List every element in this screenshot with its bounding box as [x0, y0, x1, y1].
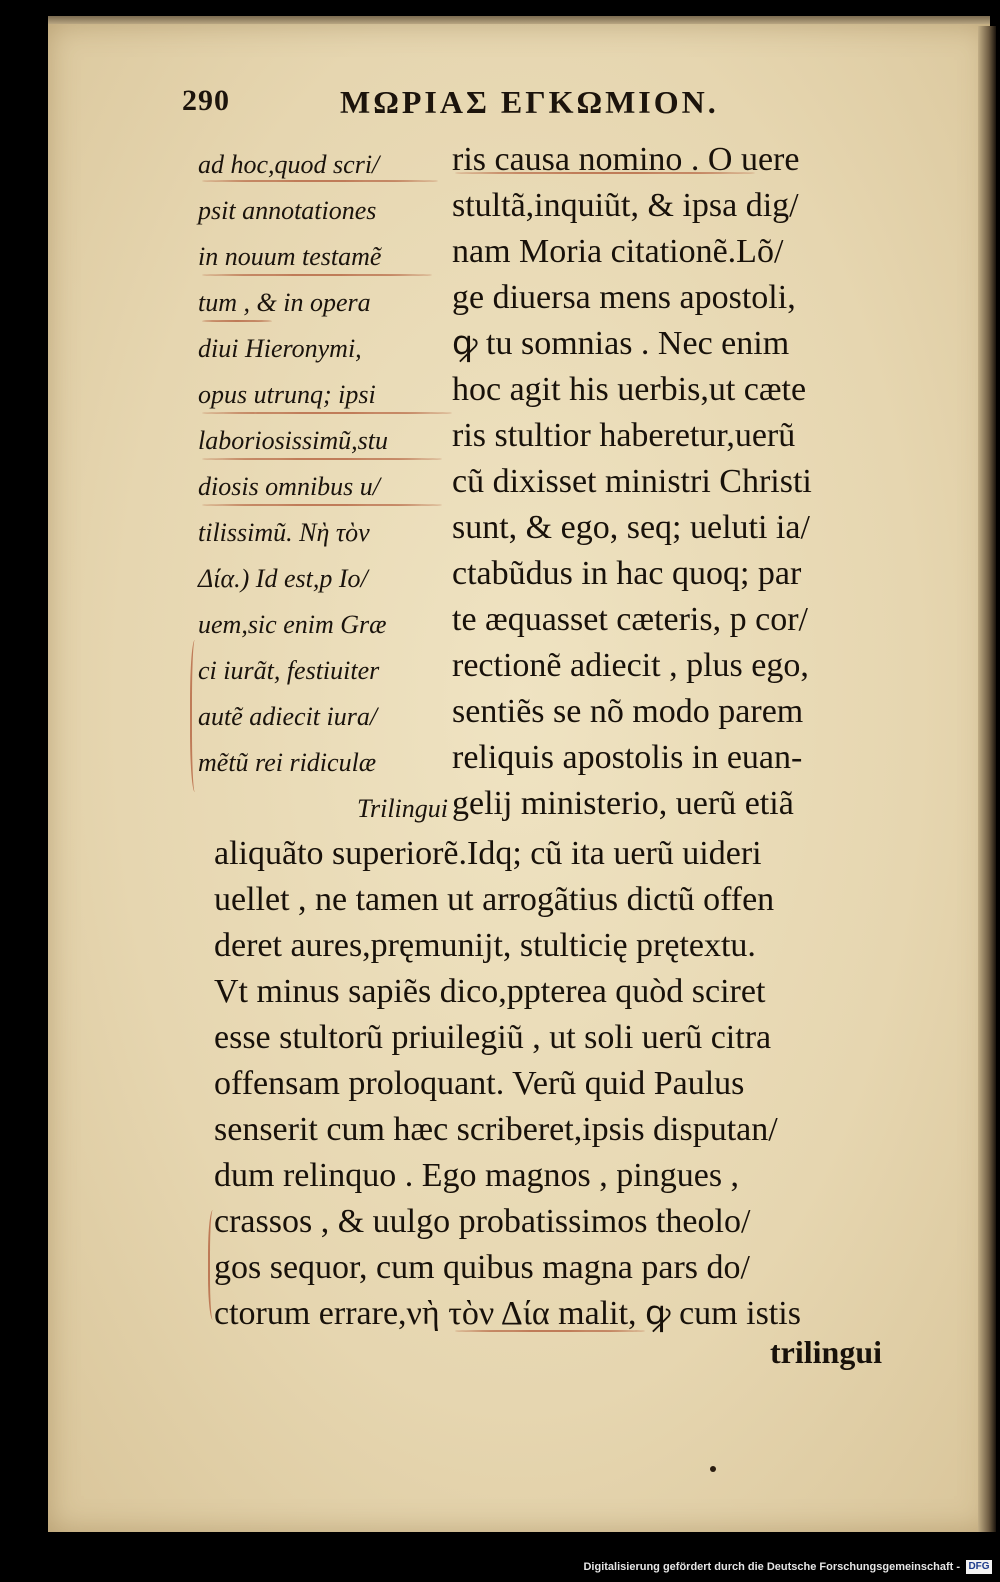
body-text-line: ctorum errare,νὴ τὸν Δία malit, ꝙ cum istis: [214, 1295, 801, 1332]
margin-note-line: mẽtũ rei ridiculæ: [198, 748, 377, 777]
main-text-line: hoc agit his uerbis,ut cæte: [452, 371, 807, 408]
body-text-line: crassos , & uulgo probatissimos theolo/: [214, 1203, 751, 1240]
red-underline-mark: [202, 504, 442, 506]
margin-note-line: autẽ adiecit iura/: [198, 702, 378, 731]
margin-note-line: tilissimũ. Nὴ τὸν: [198, 518, 370, 547]
red-underline-mark: [202, 274, 432, 276]
margin-note-line: in nouum testamẽ: [198, 242, 382, 271]
main-text-line: ge diuersa mens apostoli,: [452, 279, 796, 316]
body-text-line: gos sequor, cum quibus magna pars do/: [214, 1249, 750, 1286]
main-text-line: rectionẽ adiecit , plus ego,: [452, 647, 809, 684]
main-text-line: nam Moria citationẽ.Lõ/: [452, 233, 784, 270]
dfg-logo-icon: DFG: [966, 1560, 992, 1574]
main-text-line: ris stultior haberetur,uerũ: [452, 417, 796, 454]
running-head: ΜΩΡΙΑΣ ΕΓΚΩΜΙΟΝ.: [340, 84, 719, 120]
main-text-line: gelij ministerio, uerũ etiã: [452, 785, 794, 822]
page-binding-edge: [978, 26, 996, 1532]
main-text-line: stultã,inquiũt, & ipsa dig/: [452, 187, 799, 224]
main-text-line: sunt, & ego, seq; ueluti ia/: [452, 509, 810, 546]
main-text-line: reliquis apostolis in euan-: [452, 739, 803, 776]
body-text-line: Vt minus sapiẽs dico,ppterea quòd sciret: [214, 973, 766, 1010]
body-text-line: dum relinquo . Ego magnos , pingues ,: [214, 1157, 740, 1194]
body-text-line: uellet , ne tamen ut arrogãtius dictũ offen: [214, 881, 775, 918]
main-text-line: cũ dixisset ministri Christi: [452, 463, 812, 500]
margin-note-line: psit annotationes: [198, 196, 377, 225]
margin-note-line: diosis omnibus u/: [198, 472, 381, 501]
red-underline-mark: [202, 320, 272, 322]
margin-note-line: uem,sic enim Græ: [198, 610, 387, 639]
page-number: 290: [182, 84, 230, 117]
red-underline-mark: [202, 412, 452, 414]
margin-note-line: Δία.) Id est,p Io/: [198, 564, 368, 593]
margin-note-line: ci iurãt, festiuiter: [198, 656, 380, 685]
body-text-line: offensam proloquant. Verũ quid Paulus: [214, 1065, 745, 1102]
main-text-line: ctabũdus in hac quoq; par: [452, 555, 802, 592]
margin-note-line: opus utrunq; ipsi: [198, 380, 376, 409]
ink-spot: [710, 1466, 716, 1472]
red-underline-mark: [202, 180, 438, 182]
body-text-line: deret aures,pręmunijt, stulticię prętextu.: [214, 927, 756, 964]
main-text-line: ꝙ tu somnias . Nec enim: [452, 325, 790, 362]
main-text-line: te æquasset cæteris, p cor/: [452, 601, 808, 638]
footer-credit: Digitalisierung gefördert durch die Deutsche Forschungsgemeinschaft -: [583, 1561, 960, 1573]
margin-note-line: ad hoc,quod scri/: [198, 150, 380, 179]
red-margin-bracket: [208, 1210, 220, 1320]
red-underline-mark: [455, 172, 755, 174]
main-text-line: ris causa nomino . O uere: [452, 141, 800, 178]
body-text-line: esse stultorũ priuilegiũ , ut soli uerũ citra: [214, 1019, 772, 1056]
margin-note-line: Trilingui: [356, 794, 448, 823]
body-text-line: aliquãto superiorẽ.Idq; cũ ita uerũ uideri: [214, 835, 762, 872]
red-underline-mark: [202, 458, 442, 460]
body-text-line: senserit cum hæc scriberet,ipsis disputan/: [214, 1111, 778, 1148]
catchword: trilingui: [770, 1334, 883, 1370]
margin-note-line: laboriosissimũ,stu: [198, 426, 388, 455]
red-underline-mark: [455, 1330, 645, 1332]
red-margin-bracket: [190, 640, 202, 792]
main-text-line: sentiẽs se nõ modo parem: [452, 693, 804, 730]
margin-note-line: diui Hieronymi,: [198, 334, 362, 363]
margin-note-line: tum , & in opera: [198, 288, 371, 317]
